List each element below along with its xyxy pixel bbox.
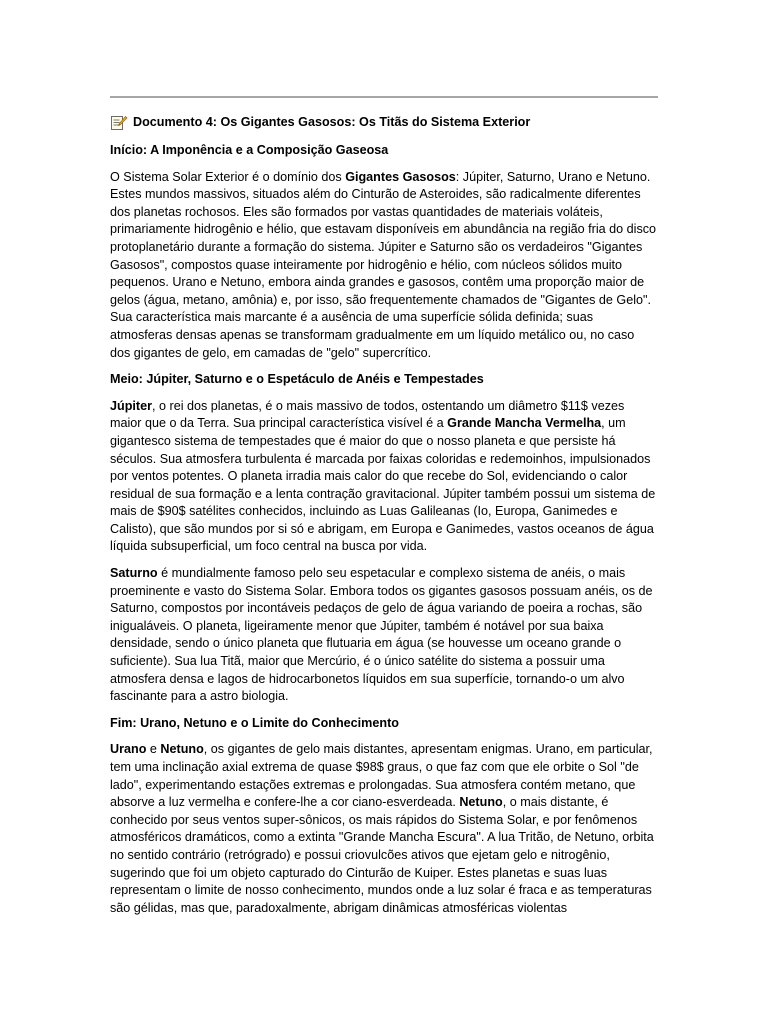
paragraph-jupiter (110, 398, 658, 556)
text-run: , os gigantes de gelo mais distantes, apresentam enigmas. Urano, em particular, tem uma inclinação axial extrema de quase $98$ graus, o que faz com que ele orbite o Sol "de lado", experimentando estações extremas e prolongadas. Sua atmosfera contém metano, que absorve a luz vermelha e confere-lhe a cor ciano-esverdeada. (110, 742, 653, 810)
top-divider (110, 96, 658, 98)
paragraph-urano-netuno (110, 741, 658, 917)
paragraph-inicio-1 (110, 169, 658, 363)
text-run: e (146, 742, 161, 757)
document-page (110, 96, 658, 926)
document-title (110, 114, 658, 132)
memo-pencil-icon (110, 114, 128, 132)
bold-term-saturno: Saturno (110, 566, 158, 581)
section-heading-fim: Fim: Urano, Netuno e o Limite do Conhecimento (110, 715, 399, 730)
text-run: , um gigantesco sistema de tempestades que é maior do que o nosso planeta e que persiste há séculos. Sua atmosfera turbulenta é marcada por faixas coloridas e redemoinhos, impulsionados por ventos potentes. O planeta irradia mais calor do que recebe do Sol, evidenciando o calor residual de sua formação e a lenta contração gravitacional. Júpiter também possui um sistema de mais de $90$ satélites conhecidos, incluindo as Luas Galileanas (Io, Europa, Ganimedes e Calisto), que são mundos por si só e abrigam, em Europa e Ganimedes, vastos oceanos de água líquida subsuperficial, um foco central na busca por vida. (110, 416, 656, 554)
bold-term-netuno: Netuno (160, 742, 204, 757)
bold-term-gigantes-gasosos: Gigantes Gasosos (345, 169, 456, 184)
text-run: é mundialmente famoso pelo seu espetacular e complexo sistema de anéis, o mais proeminente e vasto do Sistema Solar. Embora todos os gigantes gasosos possuam anéis, os de Saturno, compostos por incontáveis pedaços de gelo de água variando de poeira a rochas, são inigualáveis. O planeta, ligeiramente menor que Júpiter, também é notável por sua baixa densidade, sendo o único planeta que flutuaria em água (se houvesse um oceano grande o suficiente). Sua lua Titã, maior que Mercúrio, é o único satélite do sistema a possuir uma atmosfera densa e lagos de hidrocarbonetos líquidos em sua superfície, tornando-o um alvo fascinante para a astro biologia. (110, 566, 653, 704)
section-heading-meio: Meio: Júpiter, Saturno e o Espetáculo de Anéis e Tempestades (110, 372, 484, 387)
document-title-text: Documento 4: Os Gigantes Gasosos: Os Titãs do Sistema Exterior (133, 115, 531, 130)
bold-term-urano: Urano (110, 742, 147, 757)
paragraph-saturno (110, 565, 658, 706)
text-run: O Sistema Solar Exterior é o domínio dos (110, 169, 346, 184)
text-run: : Júpiter, Saturno, Urano e Netuno. Estes mundos massivos, situados além do Cinturão de Asteroides, são radicalmente diferentes dos planetas rochosos. Eles são formados por vastas quantidades de materiais voláteis, primariamente hidrogênio e hélio, que estavam disponíveis em abundância na região fria do disco protoplanetário durante a formação do sistema. Júpiter e Saturno são os verdadeiros "Gigantes Gasosos", compostos quase inteiramente por hidrogênio e hélio, com núcleos sólidos muito pequenos. Urano e Netuno, embora ainda grandes e gasosos, contêm uma proporção maior de gelos (água, metano, amônia) e, por isso, são frequentemente chamados de "Gigantes de Gelo". Sua característica mais marcante é a ausência de uma superfície sólida definida; suas atmosferas densas apenas se transformam gradualmente em um líquido metálico ou, no caso dos gigantes de gelo, em camadas de "gelo" supercrítico. (110, 169, 657, 360)
bold-term-jupiter: Júpiter (110, 398, 152, 413)
section-heading-inicio: Início: A Imponência e a Composição Gaseosa (110, 143, 389, 157)
bold-term-grande-mancha-vermelha: Grande Mancha Vermelha (447, 416, 602, 431)
bold-term-netuno-2: Netuno (459, 795, 503, 810)
text-run: , o mais distante, é conhecido por seus ventos super-sônicos, os mais rápidos do Sistema Solar, e por fenômenos atmosféricos dramáticos, como a extinta "Grande Mancha Escura". A lua Tritão, de Netuno, orbita no sentido contrário (retrógrado) e possui criovulcões ativos que ejetam gelo e nitrogênio, sugerindo que foi um objeto capturado do Cinturão de Kuiper. Estes planetas e suas luas representam o limite de nosso conhecimento, mundos onde a luz solar é fraca e as temperaturas são gélidas, mas que, paradoxalmente, abrigam dinâmicas atmosféricas violentas (110, 795, 654, 915)
text-run: , o rei dos planetas, é o mais massivo de todos, ostentando um diâmetro $11$ vezes maior que o da Terra. Sua principal característica visível é a (110, 398, 625, 431)
